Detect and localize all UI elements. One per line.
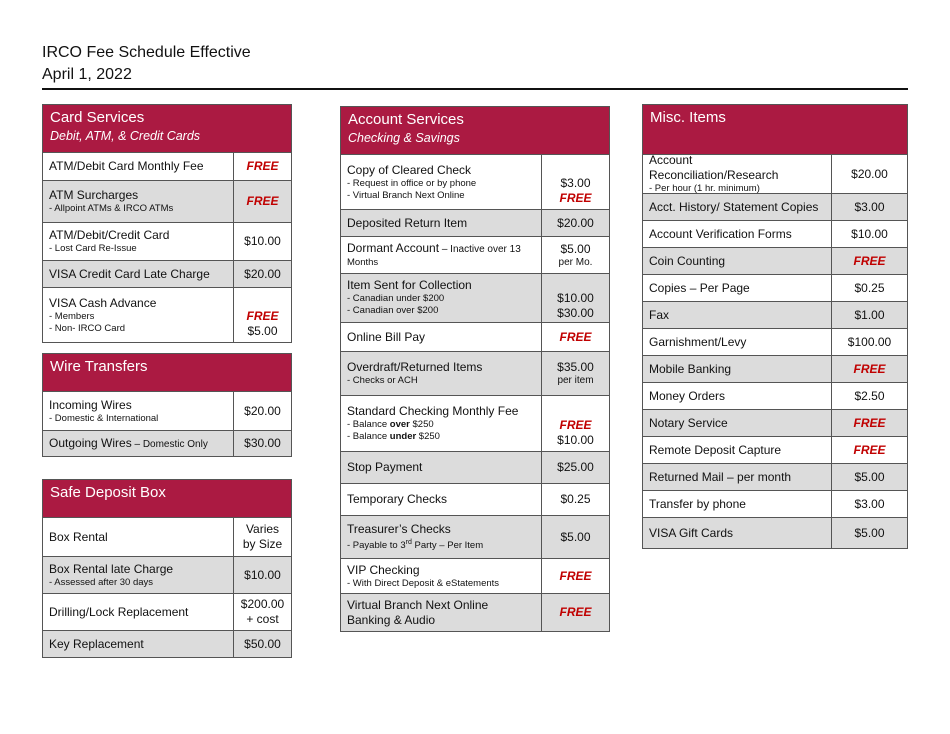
note-text: - Balance: [347, 431, 390, 442]
fee-value: FREE: [853, 253, 886, 268]
fee-row: [43, 153, 291, 180]
fee-row: [43, 222, 291, 260]
fee-row: [341, 593, 609, 631]
fee-value: $5.00: [560, 241, 591, 256]
fee-row: [643, 409, 907, 436]
fee-row: [643, 328, 907, 355]
fee-row: [643, 155, 907, 193]
section-title: Misc. Items: [650, 109, 726, 126]
fee-row: [643, 301, 907, 328]
card-services-header: [43, 105, 291, 153]
section-title: Wire Transfers: [50, 358, 148, 375]
fee-value: FREE: [559, 418, 592, 432]
fee-value: $5.00: [854, 469, 885, 484]
fee-value: by Size: [242, 537, 283, 551]
fee-value: + cost: [246, 612, 279, 626]
fee-value-unit: per Mo.: [558, 256, 593, 268]
fee-inline-note: – Inactive over 13: [439, 244, 521, 255]
fee-note: - Non- IRCO Card: [49, 322, 126, 334]
fee-label: ATM/Debit/Credit Card: [49, 228, 170, 242]
fee-value: FREE: [246, 194, 279, 208]
header-divider: [42, 88, 908, 90]
fee-label: Stop Payment: [347, 460, 423, 474]
fee-value: FREE: [246, 159, 279, 173]
fee-value: FREE: [853, 442, 886, 457]
fee-value: $30.00: [244, 436, 281, 450]
fee-note: - Virtual Branch Next Online: [347, 189, 465, 201]
fee-value: $3.00: [854, 199, 885, 214]
fee-row: [341, 451, 609, 483]
fee-label-cont: Months: [347, 257, 379, 268]
fee-row: [341, 515, 609, 558]
fee-label: Coin Counting: [649, 253, 726, 268]
fee-note: - Canadian under $200: [347, 293, 445, 304]
page-title: [42, 42, 251, 86]
fee-label: Account Reconciliation/Research: [649, 153, 779, 182]
fee-value: $25.00: [557, 460, 594, 474]
fee-row: [43, 556, 291, 593]
fee-value: $20.00: [557, 215, 594, 230]
fee-row: [643, 436, 907, 463]
wire-transfers-header: [43, 354, 291, 392]
card-services-section: [42, 104, 292, 343]
fee-value: $0.25: [854, 280, 885, 295]
fee-value: $20.00: [244, 266, 281, 281]
fee-row: [643, 463, 907, 490]
fee-value: $5.00: [854, 525, 885, 540]
fee-note: - Allpoint ATMs & IRCO ATMs: [49, 203, 174, 214]
fee-label: Returned Mail – per month: [649, 469, 792, 484]
fee-label: Copy of Cleared Check: [347, 162, 472, 177]
safe-deposit-section: [42, 479, 292, 658]
fee-label: Item Sent for Collection: [347, 278, 472, 292]
note-emphasis: under: [389, 431, 417, 442]
fee-label: Outgoing Wires: [49, 436, 132, 450]
fee-label: VISA Cash Advance: [49, 295, 157, 310]
fee-row: [43, 180, 291, 222]
fee-row: [43, 518, 291, 556]
fee-row: [341, 322, 609, 351]
fee-label: VIP Checking: [347, 562, 420, 577]
fee-value: $2.50: [854, 388, 885, 403]
fee-label: Incoming Wires: [49, 397, 132, 412]
fee-note: - Per hour (1 hr. minimum): [649, 183, 760, 194]
fee-row: [43, 593, 291, 630]
fee-row: [643, 193, 907, 220]
fee-row: [643, 355, 907, 382]
fee-note: [347, 537, 535, 552]
fee-value: $10.00: [244, 567, 281, 582]
fee-label: Fax: [649, 307, 670, 322]
fee-value: $5.00: [560, 529, 591, 544]
section-title: Card Services: [50, 109, 145, 126]
fee-note: - Checks or ACH: [347, 375, 418, 386]
fee-value: FREE: [853, 415, 886, 430]
fee-label: Key Replacement: [49, 636, 144, 651]
note-text: Party – Per Item: [411, 540, 484, 552]
fee-value: $20.00: [244, 403, 281, 418]
fee-label: Money Orders: [649, 388, 726, 403]
fee-label: Box Rental late Charge: [49, 561, 174, 576]
note-text: - Balance: [347, 419, 390, 430]
fee-label: Transfer by phone: [649, 496, 746, 511]
fee-row: [43, 392, 291, 430]
fee-value: $1.00: [854, 307, 885, 322]
fee-row: [341, 483, 609, 515]
fee-note: [347, 431, 535, 443]
note-text: $250: [416, 431, 440, 442]
fee-value: $3.00: [854, 496, 885, 511]
fee-value: FREE: [559, 191, 592, 205]
section-subtitle: Checking & Savings: [348, 131, 460, 145]
fee-label: VISA Credit Card Late Charge: [49, 266, 210, 281]
fee-label: Remote Deposit Capture: [649, 442, 782, 457]
fee-label: ATM/Debit Card Monthly Fee: [49, 159, 204, 173]
fee-label: Online Bill Pay: [347, 329, 426, 344]
fee-note: - With Direct Deposit & eStatements: [347, 577, 500, 589]
fee-label: Treasurer’s Checks: [347, 521, 451, 536]
fee-note: - Assessed after 30 days: [49, 576, 154, 588]
fee-label: Account Verification Forms: [649, 226, 792, 241]
fee-label: Standard Checking Monthly Fee: [347, 404, 519, 418]
fee-label: Garnishment/Levy: [649, 334, 747, 349]
title-line2: April 1, 2022: [42, 66, 132, 83]
fee-note: - Domestic & International: [49, 412, 159, 424]
fee-row: [341, 395, 609, 451]
note-superscript: rd: [405, 538, 412, 546]
fee-label: Drilling/Lock Replacement: [49, 604, 189, 619]
fee-row: [643, 247, 907, 274]
fee-value: $35.00: [557, 360, 594, 374]
fee-value: $3.00: [560, 176, 591, 190]
fee-row: [43, 260, 291, 287]
fee-value: $10.00: [557, 291, 594, 305]
fee-value: $0.25: [560, 492, 591, 506]
fee-value: $30.00: [557, 306, 594, 320]
note-emphasis: over: [389, 419, 410, 430]
misc-items-header: [643, 105, 907, 155]
account-services-section: [340, 106, 610, 632]
fee-row: [643, 382, 907, 409]
fee-value: FREE: [559, 605, 592, 619]
fee-label: VISA Gift Cards: [649, 525, 734, 540]
fee-row: [341, 209, 609, 236]
fee-value: $200.00: [240, 597, 285, 611]
fee-label: Notary Service: [649, 415, 728, 430]
fee-row: [43, 630, 291, 657]
fee-row: [643, 517, 907, 548]
fee-row: [43, 430, 291, 456]
fee-label: Virtual Branch Next Online: [347, 597, 489, 612]
fee-value: $50.00: [244, 636, 281, 651]
fee-row: [643, 274, 907, 301]
section-subtitle: Debit, ATM, & Credit Cards: [50, 129, 201, 143]
fee-label: ATM Surcharges: [49, 188, 139, 202]
fee-value: FREE: [246, 309, 279, 323]
fee-row: [341, 558, 609, 593]
fee-note: [347, 419, 535, 431]
fee-label: Acct. History/ Statement Copies: [649, 199, 819, 214]
fee-note: - Canadian over $200: [347, 305, 439, 316]
fee-value-unit: per item: [557, 375, 594, 386]
fee-label-cont: Banking & Audio: [347, 612, 436, 627]
misc-items-section: [642, 104, 908, 549]
account-services-header: [341, 107, 609, 155]
safe-deposit-header: [43, 480, 291, 518]
fee-value: $5.00: [247, 324, 278, 338]
note-text: - Payable to 3: [347, 540, 406, 552]
fee-value: $10.00: [244, 234, 281, 248]
fee-label: Deposited Return Item: [347, 215, 468, 230]
fee-value: $10.00: [557, 433, 594, 447]
fee-label: Temporary Checks: [347, 492, 448, 506]
fee-row: [43, 287, 291, 342]
fee-value: $10.00: [851, 226, 888, 241]
fee-row: [341, 155, 609, 209]
fee-row: [341, 236, 609, 273]
fee-inline-note: – Domestic Only: [131, 439, 208, 450]
fee-row: [643, 490, 907, 517]
fee-label: Box Rental: [49, 529, 108, 544]
fee-note: - Members: [49, 310, 95, 322]
fee-row: [341, 351, 609, 395]
fee-label: Overdraft/Returned Items: [347, 360, 483, 374]
fee-value: Varies: [245, 522, 280, 536]
fee-value: FREE: [853, 361, 886, 376]
fee-note: - Request in office or by phone: [347, 177, 477, 189]
wire-transfers-section: [42, 353, 292, 457]
fee-label: Copies – Per Page: [649, 280, 750, 295]
fee-value: $20.00: [851, 166, 888, 181]
title-line1: IRCO Fee Schedule Effective: [42, 44, 251, 61]
fee-value: FREE: [559, 329, 592, 344]
note-text: $250: [409, 419, 434, 430]
fee-label: Mobile Banking: [649, 361, 732, 376]
section-title: Safe Deposit Box: [50, 484, 166, 501]
fee-note: - Lost Card Re-Issue: [49, 243, 137, 254]
section-title: Account Services: [348, 111, 464, 128]
fee-value: $100.00: [847, 334, 892, 349]
fee-value: FREE: [559, 568, 592, 583]
fee-row: [643, 220, 907, 247]
fee-row: [341, 273, 609, 322]
fee-label: Dormant Account: [347, 241, 440, 255]
